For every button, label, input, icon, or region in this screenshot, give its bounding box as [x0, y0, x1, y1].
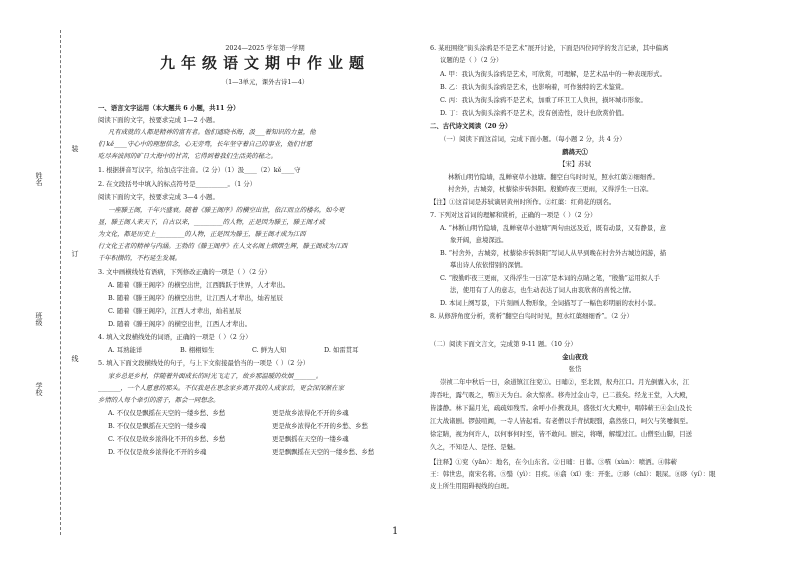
passage-2-line-5: 千年积攒的，不朽延生发展。: [98, 254, 182, 262]
q7-option-b-1: B. “村舍外，古城旁，杖藜徐步转斜阳”写词人从早到晚在村舍外古城边闲游，描: [440, 249, 667, 257]
passage-2-line-2: 显，滕王阁人来天下，自古以来，_________的人物，正是因为滕王，滕王阁才成: [98, 218, 325, 226]
q5-option-c-2: 更是飘摇在天空的一缕乡魂: [272, 435, 349, 443]
q7-option-a-1: A. “林断山明竹隐墙，乱蝉衰草小池塘”两句由远及近，既有动景，又有静景，意: [440, 224, 667, 232]
poem-line-2: 村舍外，古城旁，杖藜徐步转斜阳。殷勤昨夜三更雨，又得浮生一日凉。: [448, 185, 653, 193]
seal-mark-zhuang: 装: [71, 145, 79, 152]
prose-note-3: 皮上所生用阻碍视线的白斑。: [430, 482, 514, 490]
q3-option-c: C. 随着《滕王阁序》，江西人才辈出，灿若星辰: [108, 307, 242, 315]
poem-instruction: （一）阅读下面这首词，完成下面小题。（每小题 2 分，共 4 分）: [440, 135, 626, 143]
q7-option-c-2: 法，使用有了人的意志，也生动表达了词人由衷欣喜的喜悦之情。: [450, 286, 636, 294]
q4-option-c: C. 鲜为人知: [252, 346, 287, 354]
prose-line-1: 崇祯二年中秋后一日，余道镇江往兖①。日晡②，至北固，舣舟江口。月光倒囊入水，江: [440, 378, 690, 386]
class-label: 班级: [35, 312, 43, 326]
question-5: 5. 填入下面文段横线处的句子，与上下文衔接最恰当的一项是（ ）（2 分）: [98, 359, 310, 367]
prose-line-2: 涛吞吐，露气吸之，噀③天为白。余大惊喜。移舟过金山寺，已二鼓矣。经龙王堂，入大殿，: [430, 391, 693, 399]
instruction-1: 阅读下面的文字，按要求完成 1—2 小题。: [98, 116, 219, 124]
section-2-heading: 二、古代诗文阅读（20 分）: [430, 122, 512, 130]
poem-title: 鹧鸪天①: [562, 148, 588, 156]
prose-line-4: 江大战诸剧。锣鼓喧阗，一寺人皆起看。有老僧以手背拭眼翳，翕然张口，呵欠与笑嚏俱至。: [430, 417, 693, 425]
prose-note-1: 【注释】①兖（yǎn）：地名，在今山东省。②日晡：日暮。③噀（xùn）：喷洒。④韩蕲: [430, 458, 678, 466]
passage-1-line-3: 吃尽奔波间的旷日大海中的甘苦，它得到着我们生活美的秘之。: [98, 152, 277, 160]
instruction-2: 阅读下面的文字，按要求完成 3—4 小题。: [98, 193, 219, 201]
prose-instruction: （二）阅读下面文言文，完成第 9-11 题。（10 分）: [430, 340, 577, 348]
q3-option-a: A. 随着《滕王阁序》的横空出世，江西腾跃于世界，人才辈出。: [108, 281, 290, 289]
poem-note: 【注】①这首词是苏轼谪居黄州时所作。②红蕖：红荷花的别名。: [430, 198, 616, 206]
page-title: 九年级语文期中作业题: [159, 54, 370, 72]
passage-2-line-4: 行文化王者的精神与内涵。王勃的《滕王阁序》在人文名阁上熠熠生辉，滕王阁成为江西: [98, 242, 348, 250]
q5-option-b-2: 更是故乡浓得化不开的乡愁、乡愁: [272, 422, 368, 430]
q6-option-d: D. 丁：我认为街头涂鸦不是艺术，没有创造性，设计也欣赏价值。: [440, 109, 628, 117]
q6-option-a: A. 甲：我认为街头涂鸦是艺术，可欣赏，可理解，是艺术品中的一种表现形式。: [440, 70, 666, 78]
poem-author: 【宋】苏轼: [559, 160, 591, 168]
seal-mark-ding: 订: [71, 250, 79, 257]
prose-line-6: 久之，不知是人、是怪、是魅。: [430, 443, 520, 451]
q5-passage-3: 乡情的人每个牵引的游子，都会一同想念。: [98, 396, 220, 404]
q5-option-b-1: B. 不仅仅是飘摇在天空的一缕乡魂: [108, 422, 207, 430]
q7-option-c-1: C. “殷勤昨夜三更雨，又得浮生一日凉”是本词的点睛之笔，“殷勤”运用拟人手: [440, 274, 660, 282]
q5-option-d-2: 更是飘飘摇在天空的一缕乡愁、乡愁: [272, 448, 375, 456]
q5-option-a-1: A. 不仅仅是飘摇在天空的一缕乡愁、乡愁: [108, 409, 226, 417]
question-2: 2. 在文段括号中填入的标点符号是__________。（1 分）: [98, 180, 257, 188]
q5-option-d-1: D. 不仅仅是故乡浓得化不开的乡魂: [108, 448, 207, 456]
seal-mark-xian: 线: [71, 355, 79, 362]
q5-passage-1: 家乡总是乡村，伴随着外面成长的时光飞走了，故乡那温暖的炊烟_______。: [108, 372, 323, 380]
page-number: 1: [392, 526, 399, 537]
year-term: 2024—2025 学年第一学期: [225, 44, 305, 52]
question-3: 3. 文中画横线处有语病，下列修改正确的一项是（ ）（2 分）: [98, 268, 271, 276]
prose-line-5: 徐定睛，视为何许人，以何事何时至，皆不敢问。剧完，将曙，解缆过江。山僧至山脚，目送: [430, 430, 693, 438]
school-label: 学校: [35, 382, 43, 396]
seal-line: [60, 30, 62, 535]
q7-option-a-2: 象开阔，意境深远。: [450, 236, 508, 244]
passage-2-line-1: 一座滕王阁，千年兴盛衰。随着《滕王阁序》的横空出世，依江而立的楼名，如今更: [108, 206, 345, 214]
prose-title: 金山夜戏: [562, 353, 588, 361]
q7-option-b-2: 摹出诗人依依惜别的深情。: [450, 261, 527, 269]
question-6-cont: 议题的是（ ）（2 分）: [440, 56, 503, 64]
prose-author: 张岱: [568, 365, 582, 373]
passage-1-line-1: 凡有成就的人都是精神的富有者。他们通晓书海，汲___着知识的力量，他: [108, 128, 316, 136]
q6-option-c: C. 丙：我认为街头涂鸦不是艺术，加重了环卫工人负担，损坏城市形象。: [440, 96, 647, 104]
q4-option-d: D. 如雷贯耳: [324, 346, 359, 354]
q3-option-d: D. 随着《滕王阁序》的横空出世，江西人才辈出。: [108, 320, 252, 328]
question-1: 1. 根据拼音写汉字，给加点字注音。（2 分）（1）汲____（2）kě____守: [98, 166, 301, 174]
prose-line-3: 皆漆静。林下漏月光，疏疏如残雪。余呼小仆携戏具，盛张灯火大殿中，唱韩蕲王④金山及长: [430, 404, 693, 412]
prose-note-2: 王：韩世忠，南宋名将。⑤翳（yì）：目疾。⑥翕（xī）张：开张。⑦眵（chī）：眼屎。⑧眵（yí）：眼: [430, 470, 716, 478]
passage-2-line-3: 为文化，都是历史上_________的人物，正是因为滕王，滕王阁才成为江西: [98, 230, 306, 238]
q4-option-a: A. 耳熟能详: [108, 346, 143, 354]
name-label: 姓名: [35, 172, 43, 186]
poem-line-1: 林断山明竹隐墙，乱蝉衰草小池塘。翻空白鸟时时见，照水红蕖②细细香。: [448, 173, 659, 181]
q4-option-b: B. 栩栩如生: [180, 346, 215, 354]
exam-scope: （1—3单元，课外古诗1—4）: [221, 78, 309, 86]
passage-1-line-2: 们 kě____守心中的理想信念，心无旁骛，长年坚守着自己的事业，他们甘愿: [98, 140, 313, 148]
q5-option-c-1: C. 不仅仅是故乡浓得化不开的乡愁、乡愁: [108, 435, 226, 443]
question-7: 7. 下列对这首词的理解和赏析，正确的一项是（ ）（2 分）: [430, 211, 597, 219]
q5-passage-2: _______，一个人愿意的那头。不仅我是在思念家乡离开我的人成家后，更会深深渐在家: [98, 384, 345, 392]
question-6: 6. 某班围绕“街头涂鸦是不是艺术”展开讨论，下面是四位同学的发言记录，其中偏离: [430, 44, 669, 52]
q3-option-b: B. 随着《滕王阁序》的横空出世，让江西人才辈出，灿若星辰: [108, 294, 283, 302]
question-4: 4. 填入文段横线处的词语，正确的一项是（ ）（2 分）: [98, 333, 252, 341]
q7-option-d: D. 本词上阕写景，下片刻画人物形象，全词描写了一幅色彩明丽的农村小景。: [440, 299, 660, 307]
q6-option-b: B. 乙：我认为街头涂鸦是艺术，也影响着，可作独特的艺术鉴赏。: [440, 83, 628, 91]
section-1-heading: 一、语言文字运用（本大题共 6 小题，共11 分）: [98, 104, 240, 112]
q5-option-a-2: 更是故乡浓得化不开的乡魂: [272, 409, 349, 417]
question-8: 8. 从修辞角度分析，赏析“翻空白鸟时时见，照水红蕖细细香”。（2 分）: [430, 312, 633, 320]
